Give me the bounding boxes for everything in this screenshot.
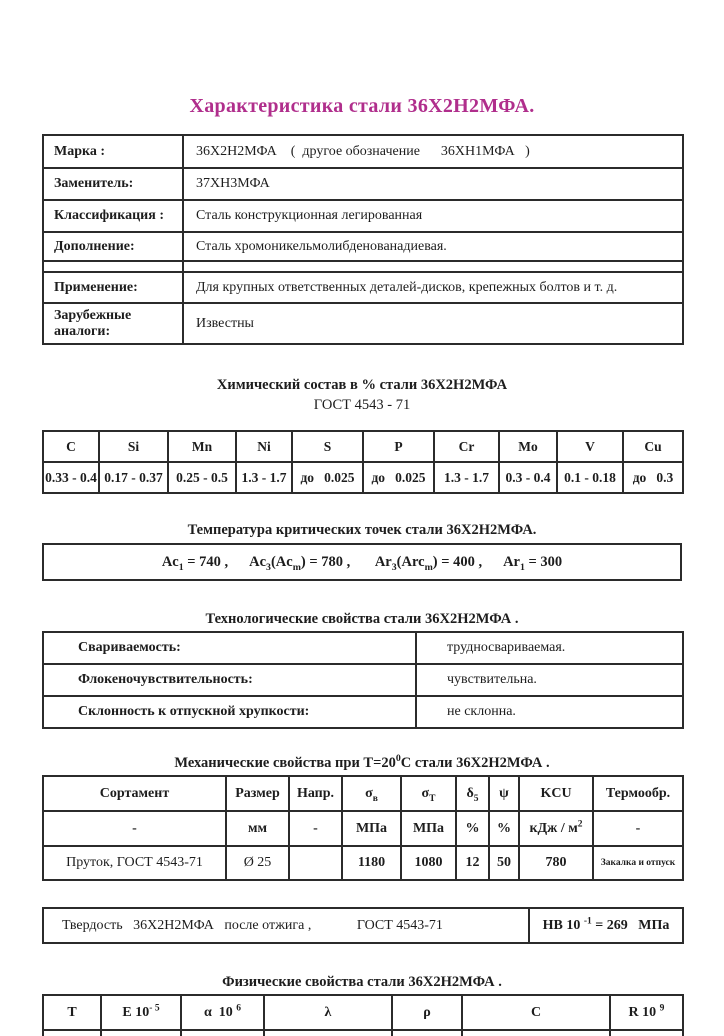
table-row: [43, 272, 683, 303]
chem-value-cell: до 0.025: [292, 462, 363, 493]
table-row-spacer: [43, 261, 683, 272]
mech-unit-cell: мм: [226, 811, 289, 846]
mech-unit-cell: -: [593, 811, 683, 846]
spacer-cell: [183, 261, 683, 272]
info-value-klassifikacia: Сталь конструкционная легированная: [183, 200, 683, 232]
mech-header-cell: $\delta_5$: [456, 776, 489, 811]
physical-table: [42, 994, 684, 1036]
mech-unit-cell: кДж / $м^2$: [519, 811, 593, 846]
mech-header-cell: Сортамент: [43, 776, 226, 811]
mech-unit-cell: МПа: [401, 811, 456, 846]
chem-header-cell: Ni: [236, 431, 292, 462]
mech-header-cell: ψ: [489, 776, 519, 811]
mech-data-cell: 12: [456, 846, 489, 880]
mech-data-cell: 1080: [401, 846, 456, 880]
page-title: Характеристика стали 36Х2Н2МФА.: [189, 95, 535, 117]
table-row: [43, 135, 683, 168]
chem-header-cell: Mn: [168, 431, 236, 462]
chem-header-cell: P: [363, 431, 434, 462]
chem-gost-line: ГОСТ 4543 - 71: [313, 397, 411, 413]
mech-header-cell: KCU: [519, 776, 593, 811]
tech-label-floken: Флокеночувствительность:: [43, 664, 416, 696]
physical-header-row: [43, 995, 683, 1030]
info-table: [42, 134, 684, 345]
mech-header-cell: Напр.: [289, 776, 342, 811]
truncated-cell: [181, 1030, 264, 1036]
physical-header-cell: Т: [43, 995, 101, 1030]
chem-value-cell: 1.3 - 1.7: [236, 462, 292, 493]
truncated-cell: [462, 1030, 610, 1036]
hardness-value: НВ 10 $^{-1}$ = 269 МПа: [529, 908, 683, 943]
chem-value-cell: 0.17 - 0.37: [99, 462, 168, 493]
mech-unit-cell: %: [456, 811, 489, 846]
truncated-cell: [43, 1030, 101, 1036]
tech-label-svarivaemost: Свариваемость:: [43, 632, 416, 664]
mech-header-row: [43, 776, 683, 811]
physical-header-cell: С: [462, 995, 610, 1030]
info-label-analogi: Зарубежные аналоги:: [43, 303, 183, 344]
critical-section-heading: Температура критических точек стали 36Х2Н2МФА.: [187, 522, 537, 538]
table-row: [43, 303, 683, 344]
truncated-cell: [610, 1030, 683, 1036]
chem-value-cell: 0.1 - 0.18: [557, 462, 623, 493]
info-value-marka: 36Х2Н2МФА ( другое обозначение 36ХН1МФА ): [183, 135, 683, 168]
mech-section-heading: Механические свойства при $Т=20^0С$ стали 36Х2Н2МФА .: [174, 753, 550, 771]
mech-unit-cell: %: [489, 811, 519, 846]
physical-truncated-row: [43, 1030, 683, 1036]
chem-values-row: [43, 462, 683, 493]
chem-value-cell: 0.25 - 0.5: [168, 462, 236, 493]
mech-data-cell: 50: [489, 846, 519, 880]
table-row: [43, 168, 683, 200]
tech-table: [42, 631, 684, 729]
critical-points-table: [42, 543, 682, 581]
truncated-cell: [101, 1030, 181, 1036]
table-row: [43, 232, 683, 261]
table-row: [43, 200, 683, 232]
table-row: [43, 632, 683, 664]
mech-unit-cell: -: [289, 811, 342, 846]
physical-section-heading: Физические свойства стали 36Х2Н2МФА .: [222, 974, 502, 990]
mech-data-cell: [289, 846, 342, 880]
info-value-dopolnenie: Сталь хромоникельмолибденованадиевая.: [183, 232, 683, 261]
truncated-cell: [264, 1030, 392, 1036]
chem-header-cell: C: [43, 431, 99, 462]
info-label-klassifikacia: Классификация :: [43, 200, 183, 232]
chem-header-cell: Si: [99, 431, 168, 462]
info-label-primenenie: Применение:: [43, 272, 183, 303]
truncated-cell: [392, 1030, 462, 1036]
mech-data-cell: 1180: [342, 846, 401, 880]
mech-unit-cell: -: [43, 811, 226, 846]
info-value-primenenie: Для крупных ответственных деталей-дисков, крепежных болтов и т. д.: [183, 272, 683, 303]
mech-data-cell: Пруток, ГОСТ 4543-71: [43, 846, 226, 880]
chem-header-row: [43, 431, 683, 462]
table-row: [43, 664, 683, 696]
physical-header-cell: λ: [264, 995, 392, 1030]
tech-section-heading: Технологические свойства стали 36Х2Н2МФА .: [205, 611, 519, 627]
spacer-cell: [43, 261, 183, 272]
chem-header-cell: S: [292, 431, 363, 462]
hardness-description: Твердость 36Х2Н2МФА после отжига , ГОСТ 4543-71: [43, 908, 529, 943]
table-row: [43, 544, 681, 580]
tech-label-hrupkost: Склонность к отпускной хрупкости:: [43, 696, 416, 728]
chem-header-cell: Cr: [434, 431, 499, 462]
info-label-dopolnenie: Дополнение:: [43, 232, 183, 261]
chem-header-cell: V: [557, 431, 623, 462]
physical-header-cell: α 10 $^6$: [181, 995, 264, 1030]
table-row: [43, 696, 683, 728]
document-page: [42, 0, 682, 1036]
mech-unit-cell: МПа: [342, 811, 401, 846]
tech-value-svarivaemost: трудносвариваемая.: [416, 632, 683, 664]
mech-table: [42, 775, 684, 881]
chem-value-cell: 0.33 - 0.4: [43, 462, 99, 493]
chem-section-heading: Химический состав в % стали 36Х2Н2МФА: [216, 377, 508, 393]
chem-header-cell: Mo: [499, 431, 557, 462]
info-label-zamenitel: Заменитель:: [43, 168, 183, 200]
mech-data-row: [43, 846, 683, 880]
hardness-table: [42, 907, 684, 944]
chem-value-cell: до 0.3: [623, 462, 683, 493]
chem-header-cell: Cu: [623, 431, 683, 462]
critical-points-line: $Ac_1 = 740$ , $Ac_3(Ac_m) = 780$ , $Ar_3(Arc_m) = 400$ , $Ar_1 = 300$: [43, 544, 681, 580]
mech-data-cell: 780: [519, 846, 593, 880]
physical-header-cell: R 10 $^9$: [610, 995, 683, 1030]
table-row: [43, 908, 683, 943]
chem-table: [42, 430, 684, 494]
mech-header-cell: Термообр.: [593, 776, 683, 811]
info-value-zamenitel: 37ХН3МФА: [183, 168, 683, 200]
chem-value-cell: 1.3 - 1.7: [434, 462, 499, 493]
tech-value-floken: чувствительна.: [416, 664, 683, 696]
mech-header-cell: $\sigma_Т$: [401, 776, 456, 811]
mech-header-cell: $\sigma_в$: [342, 776, 401, 811]
tech-value-hrupkost: не склонна.: [416, 696, 683, 728]
mech-data-cell: Закалка и отпуск: [593, 846, 683, 880]
physical-header-cell: Е $10^{- 5}$: [101, 995, 181, 1030]
info-label-marka: Марка :: [43, 135, 183, 168]
chem-value-cell: до 0.025: [363, 462, 434, 493]
mech-data-cell: Ø 25: [226, 846, 289, 880]
chem-value-cell: 0.3 - 0.4: [499, 462, 557, 493]
physical-header-cell: ρ: [392, 995, 462, 1030]
mech-header-cell: Размер: [226, 776, 289, 811]
info-value-analogi: Известны: [183, 303, 683, 344]
mech-units-row: [43, 811, 683, 846]
